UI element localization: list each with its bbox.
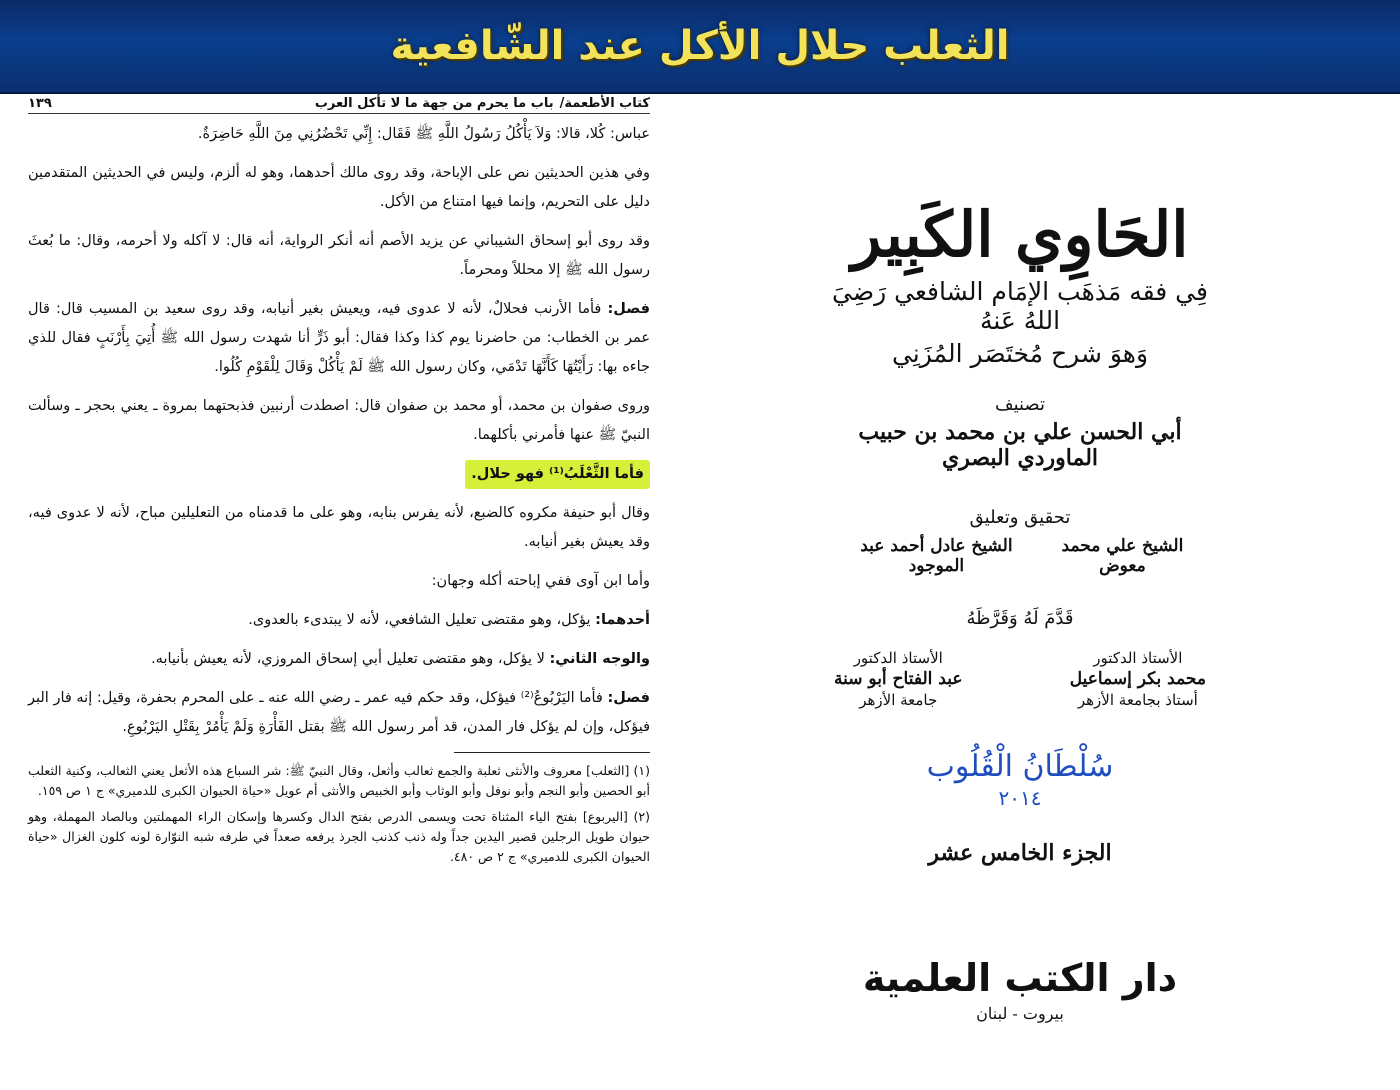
editors-label: تحقيق وتعليق (969, 507, 1071, 528)
page-header-section: باب ما يحرم من جهة ما لا تأكل العرب (314, 96, 554, 111)
prof-2-name: عبد الفتاح أبو سنة (834, 669, 963, 689)
cover-subtitle-2: وَهوَ شرح مُختَصَر المُزَنِي (891, 339, 1149, 368)
banner-title: الثعلب حلال الأكل عند الشّافعية (390, 23, 1010, 69)
paragraph-7: وقال أبو حنيفة مكروه كالضبع، لأنه يفرس بنابه، وهو على ما قدمناه من التعليلين مباح، لأنه لا عدوى فيه، وقد يعيش بغير أنيابه. (28, 505, 650, 550)
opinion-lead-1: أحدهما: (595, 612, 650, 628)
paragraph-9-text: يؤكل، وهو مقتضى تعليل الشافعي، لأنه لا يبتدىء بالعدوى. (248, 612, 591, 628)
footnote-separator (454, 752, 650, 753)
author-name: أبي الحسن علي بن محمد بن حبيب الماوردي البصري (858, 419, 1182, 471)
page-header-chapter: كتاب الأطعمة/ (559, 96, 650, 111)
cover-title: الحَاوِي الكَبِير (851, 198, 1189, 271)
paragraph-4-text: فأما الأرنب فحلالٌ، لأنه لا عدوى فيه، ويعيش بغير أنيابه، وقد روى سعيد بن المسيب قال: قال عمر بن الخطاب: من حاضرنا يوم كذا وكذا فقال: أبو ذَرٍّ أنا شهدت رسول الله ﷺ أُتِيَ بِأَرْنَبٍ فقال للذي جاءه بها: رَأَيْتُهَا كَأَنَّهَا تَدْمَي، وكان رسول الله ﷺ لَمْ يَأْكُلْ وَقَالَ لِلْقَوْمِ كُلُوا. (28, 301, 650, 375)
prof-1-title: الأستاذ الدكتور (1093, 649, 1183, 667)
book-cover (820, 180, 1220, 1050)
publisher-name: دار الكتب العلمية (862, 956, 1178, 1000)
footnote-1: (١) [الثعلب] معروف والأنثى ثعلبة والجمع ثعالب وأثعل، وقال النبيّ ﷺ: شر السباع هذه الأثعل يعني الثعالب، وكنية الثعلب أبو الحصين وأبو النجم وأبو نوفل وأبو الوثاب وأبو الخبيص والأنثى أم عويل «حياة الحيوان الكبرى للدميري» ج ١ ص ١٥٩. (28, 763, 650, 798)
page-number: ١٣٩ (28, 96, 52, 111)
prof-1-affil: أستاذ بجامعة الأزهر (1077, 691, 1198, 709)
paragraph-2: وفي هذين الحديثين نص على الإباحة، وقد روى مالك أحدهما، وهو له ألزم، وليس في الحديثين المتقدمين دليل على التحريم، وإنما فيها امتناع من الأكل. (28, 165, 650, 210)
paragraph-11-text: فأما اليَرْبُوعُ⁽²⁾ فيؤكل، وقد حكم فيه عمر ـ رضي الله عنه ـ على المحرم بحفرة، وقيل: إنه فار البر فيؤكل، وإن لم يؤكل فار المدن، قد أمر رسول الله ﷺ بقتل الفَأْرَةِ وَلَمْ يَأْمُرْ بِقَتْلِ اليَرْبُوعِ. (28, 690, 650, 735)
paragraph-9 (28, 606, 650, 635)
editor-2: الشيخ عادل أحمد عبد الموجود (860, 536, 1013, 576)
cover-subtitle-1: فِي فقه مَذهَب الإمَام الشافعي رَضِيَ اللهُ عَنهُ (832, 277, 1208, 335)
paragraph-3: وقد روى أبو إسحاق الشيباني عن يزيد الأصم أنه أنكر الرواية، أنه قال: لا آكله ولا أحرمه، وقال: ما بُعثَ رسول الله ﷺ إلا محللاً ومحرماً. (28, 233, 650, 278)
paragraph-11 (28, 684, 650, 742)
publisher-city: بيروت - لبنان (976, 1004, 1064, 1023)
footnote-2: (٢) [اليربوع] بفتح الياء المثناة تحت ويسمى الدرص بفتح الدال وكسرها وإسكان الراء المهملتين وبالصاد المهملة، وهو حيوان طويل الرجلين قصير اليدين جداً وله ذنب كذنب الجرذ يرفعه صعداً في طرفه شبه النوّارة لونه كلون الغزال «حياة الحيوان الكبرى للدميري» ج ٢ ص ٤٨٠. (28, 809, 650, 864)
page-header (28, 96, 650, 114)
book-page-left (28, 96, 650, 1088)
paragraph-8: وأما ابن آوى ففي إباحته أكله وجهان: (431, 573, 650, 589)
paragraph-5: وروى صفوان بن محمد، أو محمد بن صفوان قال: اصطدت أرنبين فذبحتهما بمروة ـ يعني بحجر ـ وسألت النبيّ ﷺ عنها فأمرني بأكلهما. (28, 398, 650, 443)
prof-2-title: الأستاذ الدكتور (853, 649, 943, 667)
prof-1-name: محمد بكر إسماعيل (1069, 669, 1206, 689)
signature-year: ٢٠١٤ (998, 786, 1042, 810)
paragraph-6 (28, 460, 650, 489)
page-header-titles (315, 96, 650, 111)
title-banner (0, 0, 1400, 94)
section-lead: فصل: (607, 301, 650, 317)
volume-part: الجزء الخامس عشر (928, 840, 1112, 866)
editor-1: الشيخ علي محمد معوض (1061, 536, 1184, 576)
professor-1 (1070, 649, 1206, 709)
opinion-lead-2: والوجه الثاني: (549, 651, 650, 667)
signature-stamp: سُلْطَانُ الْقُلُوب (926, 749, 1114, 784)
section-lead-2: فصل: (607, 690, 650, 706)
prof-2-affil: جامعة الأزهر (859, 691, 938, 709)
paragraph-4 (28, 295, 650, 382)
highlighted-ruling: فأما الثَّعْلَبُ⁽¹⁾ فهو حلال. (465, 460, 650, 489)
author-label: تصنيف (994, 394, 1046, 415)
editors-row (820, 534, 1220, 578)
paragraph-10-text: لا يؤكل، وهو مقتضى تعليل أبي إسحاق المروزي، لأنه يعيش بأنيابه. (151, 651, 545, 667)
professor-2 (834, 649, 962, 709)
paragraph-10 (28, 645, 650, 674)
intro-label: قَدَّمَ لَهُ وَقَرَّظَهُ (966, 608, 1074, 629)
professors-row (820, 649, 1220, 709)
paragraph-1: عباس: كُلا، قالا: وَلاَ يَأْكُلُ رَسُولُ اللَّهِ ﷺ فَقَال: إِنِّي تَحْضُرُنِي مِنَ اللَّهِ حَاضِرَةٌ. (197, 126, 650, 142)
